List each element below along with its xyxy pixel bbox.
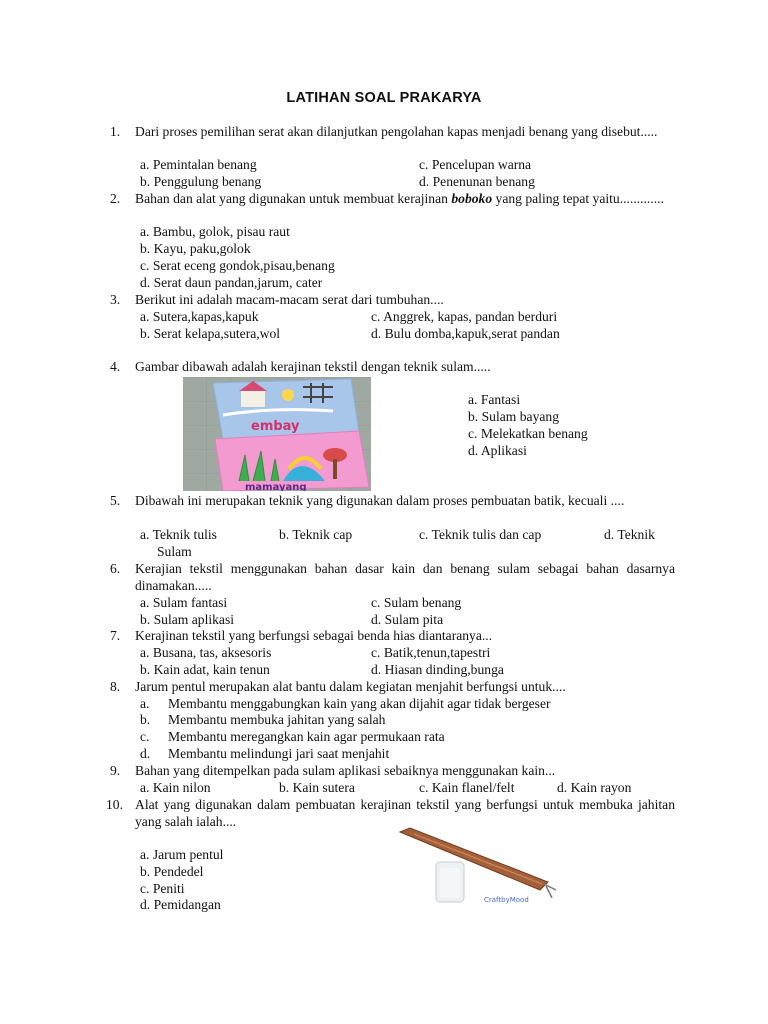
question-number: 5.	[110, 493, 121, 508]
seam-ripper-photo	[380, 824, 570, 908]
question-2	[110, 191, 675, 208]
option-a[interactable]: a. Fantasi	[468, 392, 521, 407]
option-a[interactable]: a. Jarum pentul	[140, 847, 224, 862]
option-b[interactable]: b. Penggulung benang	[140, 174, 262, 189]
question-8	[110, 679, 675, 696]
question-number: 7.	[110, 628, 121, 643]
option-b[interactable]: b. Sulam aplikasi	[140, 612, 235, 627]
option-c[interactable]: c. Peniti	[140, 881, 185, 896]
question-7	[110, 628, 675, 645]
option-a[interactable]	[140, 696, 551, 713]
option-b[interactable]	[140, 712, 385, 729]
option-text: Membantu melindungi jari saat menjahit	[168, 746, 390, 761]
option-b[interactable]: b. Kain adat, kain tenun	[140, 662, 270, 677]
question-number: 4.	[110, 359, 121, 374]
question-number: 3.	[110, 292, 121, 307]
option-c[interactable]: c. Kain flanel/felt	[419, 780, 515, 795]
option-d[interactable]: d. Hiasan dinding,bunga	[371, 662, 504, 677]
question-5	[110, 493, 675, 510]
option-d[interactable]: d. Serat daun pandan,jarum, cater	[140, 275, 323, 290]
option-c[interactable]: c. Anggrek, kapas, pandan berduri	[371, 309, 558, 324]
question-number: 1.	[110, 124, 121, 139]
option-c[interactable]: c. Teknik tulis dan cap	[419, 527, 542, 542]
question-stem: Kerajian tekstil menggunakan bahan dasar kain dan benang sulam sebagai bahan dasarnya dinamakan.....	[135, 561, 675, 593]
option-text: Membantu menggabungkan kain yang akan dijahit agar tidak bergeser	[168, 696, 551, 711]
option-c[interactable]	[140, 729, 445, 746]
option-c[interactable]: c. Pencelupan warna	[419, 157, 532, 172]
option-b[interactable]: b. Teknik cap	[279, 527, 353, 542]
option-a[interactable]: a. Sulam fantasi	[140, 595, 228, 610]
option-d[interactable]: d. Sulam pita	[371, 612, 444, 627]
question-9	[110, 763, 675, 780]
option-a[interactable]: a. Busana, tas, aksesoris	[140, 645, 272, 660]
option-a[interactable]: a. Sutera,kapas,kapuk	[140, 309, 259, 324]
question-stem: Dari proses pemilihan serat akan dilanjutkan pengolahan kapas menjadi benang yang disebut.....	[135, 124, 658, 139]
option-d[interactable]: d. Aplikasi	[468, 443, 527, 458]
photo-watermark: CraftbyMood	[484, 896, 529, 904]
option-c[interactable]: c. Sulam benang	[371, 595, 462, 610]
question-3	[110, 292, 675, 309]
question-stem: Berikut ini adalah macam-macam serat dari tumbuhan....	[135, 292, 444, 307]
option-b[interactable]: b. Pendedel	[140, 864, 204, 879]
option-c[interactable]: c. Serat eceng gondok,pisau,benang	[140, 258, 335, 273]
question-number: 6.	[110, 561, 121, 576]
option-letter: d.	[140, 746, 151, 761]
question-stem: Dibawah ini merupakan teknik yang digunakan dalam proses pembuatan batik, kecuali ....	[135, 493, 625, 508]
option-letter: a.	[140, 696, 150, 711]
option-d[interactable]: d. Penenunan benang	[419, 174, 535, 189]
pillow-embroidery-photo	[183, 377, 371, 491]
stem-emphasis: boboko	[451, 191, 493, 206]
option-letter: c.	[140, 729, 150, 744]
question-stem: Kerajinan tekstil yang berfungsi sebagai benda hias diantaranya...	[135, 628, 493, 643]
option-b[interactable]: b. Kain sutera	[279, 780, 355, 795]
question-number: 8.	[110, 679, 121, 694]
question-number: 2.	[110, 191, 121, 206]
question-6	[110, 561, 675, 595]
option-text: Membantu meregangkan kain agar permukaan rata	[168, 729, 445, 744]
question-stem: Gambar dibawah adalah kerajinan tekstil dengan teknik sulam.....	[135, 359, 491, 374]
option-a[interactable]: a. Bambu, golok, pisau raut	[140, 224, 290, 239]
question-number: 9.	[110, 763, 121, 778]
question-stem: Bahan yang ditempelkan pada sulam aplikasi sebaiknya menggunakan kain...	[135, 763, 556, 778]
option-text: Membantu membuka jahitan yang salah	[168, 712, 386, 727]
option-a[interactable]: a. Pemintalan benang	[140, 157, 257, 172]
question-stem	[135, 191, 675, 208]
option-b[interactable]: b. Sulam bayang	[468, 409, 559, 424]
pillow-text-top: embay	[251, 419, 300, 434]
option-a[interactable]: a. Teknik tulis	[140, 527, 217, 542]
stem-part: yang paling tepat yaitu.............	[492, 191, 664, 206]
option-c[interactable]: c. Melekatkan benang	[468, 426, 588, 441]
option-b[interactable]: b. Kayu, paku,golok	[140, 241, 251, 256]
question-number: 10.	[106, 797, 123, 812]
option-d[interactable]: d. Pemidangan	[140, 897, 221, 912]
option-d[interactable]: d. Kain rayon	[557, 780, 632, 795]
option-d[interactable]: d. Bulu domba,kapuk,serat pandan	[371, 326, 560, 341]
question-4	[110, 359, 675, 376]
question-stem: Alat yang digunakan dalam pembuatan kerajinan tekstil yang berfungsi untuk membuka jahitan yang salah ialah....	[135, 797, 675, 829]
option-c[interactable]: c. Batik,tenun,tapestri	[371, 645, 491, 660]
pillow-text-bottom: mamayang	[245, 482, 307, 491]
question-stem: Jarum pentul merupakan alat bantu dalam kegiatan menjahit berfungsi untuk....	[135, 679, 566, 694]
stem-part: Bahan dan alat yang digunakan untuk membuat kerajinan	[135, 191, 452, 206]
question-1	[110, 124, 675, 141]
option-d[interactable]: d. Teknik	[604, 527, 655, 542]
option-letter: b.	[140, 712, 151, 727]
option-b[interactable]: b. Serat kelapa,sutera,wol	[140, 326, 281, 341]
option-d[interactable]	[140, 746, 389, 763]
option-a[interactable]: a. Kain nilon	[140, 780, 211, 795]
option-d-continued: Sulam	[157, 544, 192, 559]
page-title: LATIHAN SOAL PRAKARYA	[286, 90, 482, 106]
